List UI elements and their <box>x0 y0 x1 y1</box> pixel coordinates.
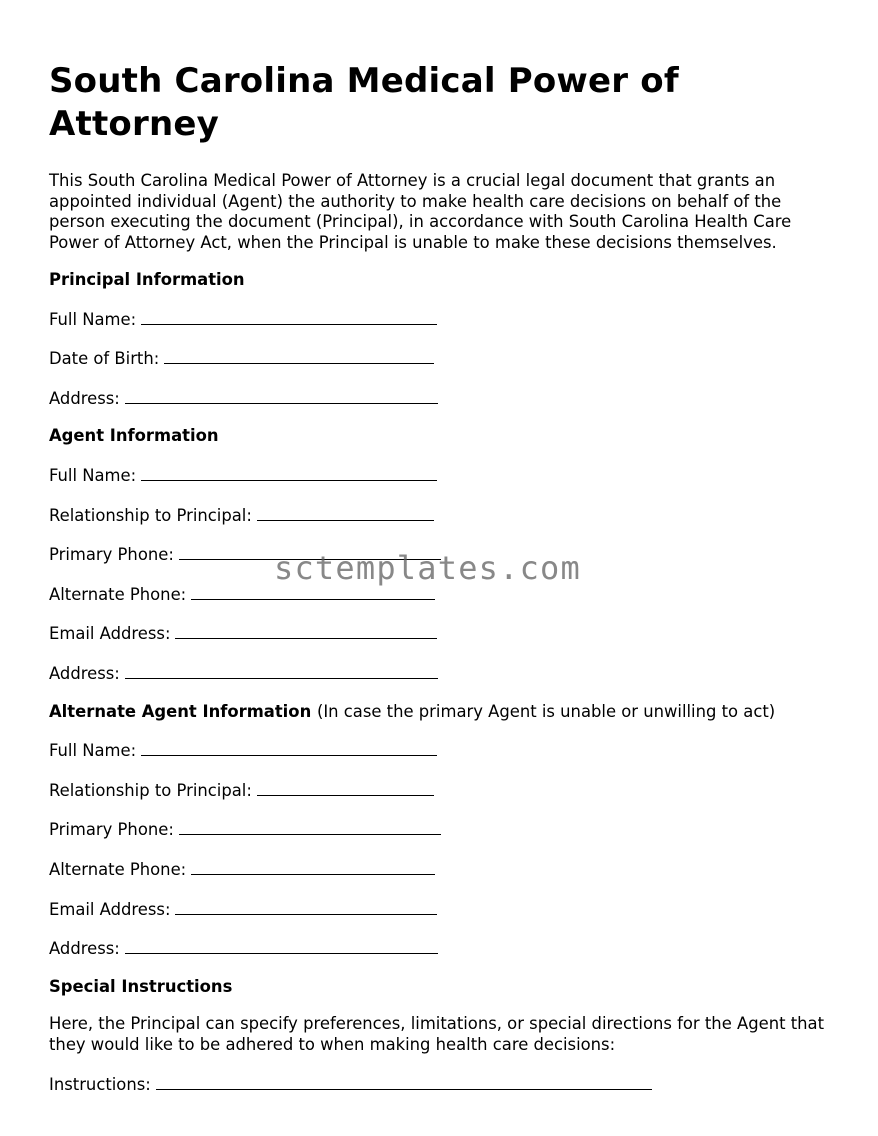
alt-agent-relationship-line[interactable] <box>257 779 434 796</box>
alt-agent-address-label: Address: <box>49 939 120 959</box>
agent-address-label: Address: <box>49 663 120 683</box>
principal-address-line[interactable] <box>125 387 438 404</box>
agent-primary-phone-label: Primary Phone: <box>49 545 174 565</box>
alt-agent-full-name-line[interactable] <box>141 739 437 756</box>
principal-address-label: Address: <box>49 388 120 408</box>
agent-email-label: Email Address: <box>49 624 171 644</box>
special-instructions-description: Here, the Principal can specify preferences, limitations, or special directions for the Agent that they would like to be adhered to when making health care decisions: <box>49 1014 825 1054</box>
principal-dob-label: Date of Birth: <box>49 349 160 369</box>
alternate-agent-heading-text: Alternate Agent Information <box>49 701 312 721</box>
agent-email-line[interactable] <box>175 622 437 639</box>
agent-full-name-label: Full Name: <box>49 465 137 485</box>
agent-alternate-phone-label: Alternate Phone: <box>49 584 187 604</box>
principal-full-name-field <box>49 308 839 330</box>
agent-address-line[interactable] <box>125 662 438 679</box>
agent-heading: Agent Information <box>49 426 219 446</box>
alt-agent-relationship-field <box>49 779 839 801</box>
principal-heading: Principal Information <box>49 270 245 289</box>
alt-agent-address-field <box>49 937 839 959</box>
agent-relationship-line[interactable] <box>257 504 434 521</box>
alt-agent-email-line[interactable] <box>175 898 437 915</box>
alt-agent-full-name-field <box>49 739 839 761</box>
agent-relationship-label: Relationship to Principal: <box>49 505 252 525</box>
principal-dob-field <box>49 347 839 369</box>
watermark: sctemplates.com <box>274 549 581 587</box>
principal-dob-line[interactable] <box>164 347 434 364</box>
instructions-field <box>49 1073 839 1095</box>
alt-agent-primary-phone-label: Primary Phone: <box>49 820 174 840</box>
intro-paragraph: This South Carolina Medical Power of Attorney is a crucial legal document that grants an appointed individual (Agent) the authority to make health care decisions on behalf of the person executing the document (Principal), in accordance with South Carolina Health Care Power of Attorney Act, when the Principal is unable to make these decisions themselves. <box>49 171 792 252</box>
alt-agent-alternate-phone-field <box>49 858 839 880</box>
alt-agent-relationship-label: Relationship to Principal: <box>49 780 252 800</box>
alt-agent-alternate-phone-line[interactable] <box>191 858 435 875</box>
alt-agent-alternate-phone-label: Alternate Phone: <box>49 859 187 879</box>
alt-agent-email-label: Email Address: <box>49 899 171 919</box>
document-title: South Carolina Medical Power of Attorney <box>49 61 679 144</box>
principal-address-field <box>49 387 839 409</box>
agent-full-name-field <box>49 464 839 486</box>
special-instructions-heading: Special Instructions <box>49 976 233 996</box>
instructions-label: Instructions: <box>49 1074 151 1094</box>
alternate-agent-note: (In case the primary Agent is unable or unwilling to act) <box>316 701 776 721</box>
alt-agent-email-field <box>49 898 839 920</box>
alt-agent-address-line[interactable] <box>125 937 438 954</box>
alt-agent-primary-phone-line[interactable] <box>179 818 441 835</box>
alt-agent-primary-phone-field <box>49 818 839 840</box>
principal-full-name-line[interactable] <box>141 308 437 325</box>
agent-relationship-field <box>49 504 839 526</box>
alt-agent-full-name-label: Full Name: <box>49 741 137 761</box>
principal-full-name-label: Full Name: <box>49 309 137 329</box>
agent-email-field <box>49 622 839 644</box>
instructions-line[interactable] <box>156 1073 652 1090</box>
alternate-agent-heading <box>49 702 839 722</box>
agent-address-field <box>49 662 839 684</box>
agent-full-name-line[interactable] <box>141 464 437 481</box>
